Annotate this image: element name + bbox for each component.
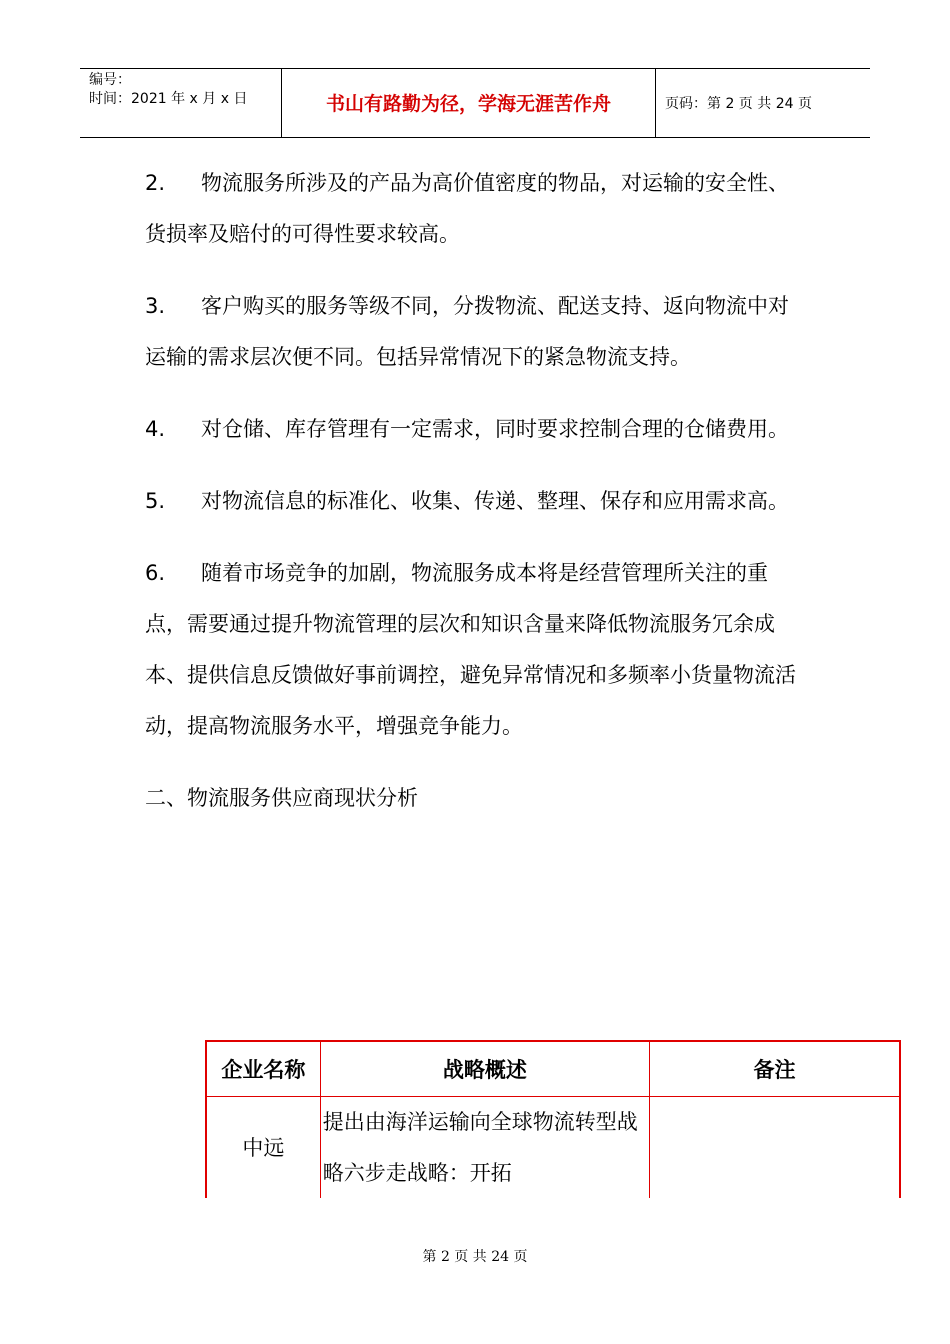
header-motto: 书山有路勤为径，学海无涯苦作舟 [282,69,656,137]
header-number-label: 编号： [89,72,131,88]
paragraph-text: 随着市场竞争的加剧，物流服务成本将是经营管理所关注的重点，需要通过提升物流管理的层次和知识含量来降低物流服务冗余成本、提供信息反馈做好事前调控，避免异常情况和多频率小货量物流活动，提高物流服务水平，增强竞争能力。 [145,561,796,738]
paragraph-4 [145,404,805,455]
page-footer: 第 2 页 共 24 页 [422,1249,528,1265]
paragraph-2 [145,158,805,260]
column-header-strategy: 战略概述 [320,1041,649,1097]
paragraph-text: 对仓储、库存管理有一定需求，同时要求控制合理的仓储费用。 [201,417,789,441]
paragraph-5 [145,476,805,527]
column-header-company: 企业名称 [206,1041,320,1097]
column-header-notes: 备注 [650,1041,900,1097]
paragraph-text: 对物流信息的标准化、收集、传递、整理、保存和应用需求高。 [201,489,789,513]
paragraph-number: 6. [145,561,166,585]
section-title: 二、物流服务供应商现状分析 [145,786,418,810]
strategy-cell: 提出由海洋运输向全球物流转型战略六步走战略：开拓 [320,1097,649,1199]
table-viewport [200,1040,910,1198]
header-page-info: 页码：第 2 页 共 24 页 [665,96,812,112]
document-body [145,158,805,824]
paragraph-number: 2. [145,171,166,195]
paragraph-6 [145,548,805,752]
header-meta [80,69,282,137]
company-name: 中远 [242,1136,285,1160]
paragraph-number: 3. [145,294,166,318]
paragraph-3 [145,281,805,383]
paragraph-text: 物流服务所涉及的产品为高价值密度的物品，对运输的安全性、货损率及赔付的可得性要求较高。 [145,171,789,246]
header-time-label: 时间：2021 年 x 月 x 日 [89,91,248,107]
table-row [206,1097,900,1199]
supplier-table [205,1040,901,1198]
paragraph-number: 5. [145,489,166,513]
paragraph-number: 4. [145,417,166,441]
company-name-cell [206,1097,320,1199]
paragraph-text: 客户购买的服务等级不同，分拨物流、配送支持、返向物流中对运输的需求层次便不同。包括异常情况下的紧急物流支持。 [145,294,789,369]
notes-cell [650,1097,900,1199]
page-header [80,68,870,138]
table-header-row [206,1041,900,1097]
